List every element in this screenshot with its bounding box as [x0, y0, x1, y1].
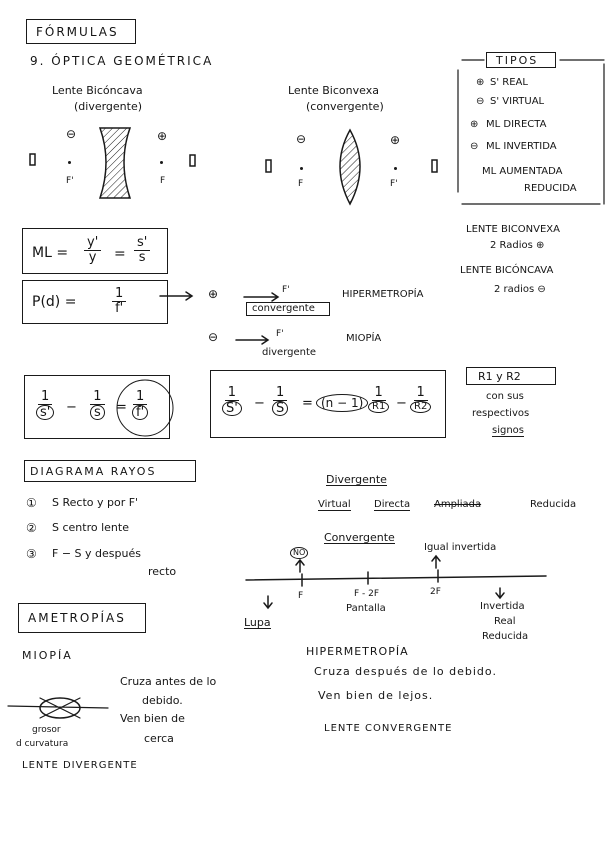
frac-numerator: s' [134, 236, 150, 251]
biconcave-minus-sign: ⊖ [66, 127, 77, 141]
tipo-sign: ⊕ [470, 119, 479, 130]
hipermetropia-text: Cruza después de lo debido. [314, 665, 497, 678]
divergent-image-title: Divergente [326, 473, 387, 486]
power-plus-sign: ⊕ [208, 287, 219, 301]
minus-focus-arrow [236, 336, 268, 344]
biconvex-radios: 2 Radios ⊕ [490, 240, 545, 251]
divergent-virtual: Virtual [318, 499, 351, 510]
miopia-text: Ven bien de [120, 712, 185, 725]
biconcave-right-marker [190, 155, 195, 166]
miopia-lens: LENTE DIVERGENTE [22, 760, 138, 771]
igual-invertida: Igual invertida [424, 542, 497, 553]
biconvex-right-marker [432, 160, 437, 172]
tipos-bracket [458, 60, 604, 204]
section-title: 9. ÓPTICA GEOMÉTRICA [30, 54, 214, 68]
step-number: ③ [26, 547, 37, 561]
frac-numerator: 1 [225, 386, 239, 401]
step-number: ① [26, 496, 37, 510]
miopia-text: debido. [142, 694, 183, 707]
axis-label-f-2f: F - 2F [354, 589, 380, 599]
frac-denominator: s' [36, 405, 54, 421]
frac-numerator: 1 [273, 386, 287, 401]
miopia-text: cerca [144, 732, 174, 745]
radii-note-line: respectivos [472, 408, 530, 419]
ametropias-title: AMETROPÍAS [28, 611, 126, 625]
eye-rays [8, 698, 108, 718]
miopia-power-label: MIOPÍA [346, 333, 382, 344]
equals-sign: = [116, 400, 127, 415]
frac-denominator: R2 [410, 401, 431, 414]
frac-numerator: 1 [38, 390, 52, 405]
power-minus-sign: ⊖ [208, 330, 219, 344]
biconcave-left-marker [30, 154, 35, 165]
invertida-label: Invertida [480, 601, 525, 612]
reducida-label: Reducida [482, 631, 529, 642]
hipermetropia-label: HIPERMETROPÍA [342, 289, 424, 300]
biconcave-plus-sign: ⊕ [157, 129, 168, 143]
tipo-text: ML DIRECTA [486, 119, 547, 130]
pantalla-label: Pantalla [346, 603, 386, 614]
biconcave-name: Lente Bicóncava [52, 84, 143, 97]
radii-note-title: R1 y R2 [478, 370, 521, 383]
step-text: S Recto y por F' [52, 496, 139, 509]
biconcave-radios: 2 radios ⊖ [494, 284, 546, 295]
frac-denominator: f' [132, 405, 148, 421]
biconvex-minus-sign: ⊖ [296, 132, 307, 146]
frac-denominator: y [88, 249, 97, 265]
biconcave-lens-shape [100, 128, 130, 198]
diagram-rays-title: DIAGRAMA RAYOS [30, 465, 157, 478]
refractive-index-term: (n − 1) [316, 394, 368, 412]
biconvex-sub: (convergente) [306, 100, 384, 113]
emphasis-circle [117, 380, 173, 436]
axis-label-2f: 2F [430, 587, 441, 597]
biconcave-radios-title: LENTE BICÓNCAVA [460, 265, 554, 276]
minus-sign: − [66, 400, 77, 415]
eye-note: grosor [32, 725, 61, 735]
power-plus-focus: F' [282, 285, 290, 295]
frac-denominator: S [272, 401, 288, 417]
invertida-arrow [496, 588, 504, 598]
axis-label-f: F [298, 591, 304, 601]
biconvex-left-marker [266, 160, 271, 172]
frac-denominator: s [90, 405, 105, 421]
magnification-label: ML = [32, 245, 69, 261]
divergent-ampliada: Ampliada [434, 499, 482, 510]
convergente-label: convergente [252, 303, 315, 314]
power-arrow [160, 292, 192, 300]
hipermetropia-text: Ven bien de lejos. [318, 689, 434, 702]
frac-numerator: 1 [372, 386, 386, 401]
divergent-reducida: Reducida [530, 499, 577, 510]
plus-focus-arrow [244, 293, 278, 301]
frac-numerator: 1 [133, 390, 147, 405]
eye-note: d curvatura [16, 739, 69, 749]
equals-sign: = [302, 396, 313, 411]
lupa-label: Lupa [244, 616, 271, 629]
frac-denominator: R1 [368, 401, 389, 414]
frac-denominator: S' [222, 401, 242, 417]
minus-sign: − [254, 396, 265, 411]
power-minus-focus: F' [276, 329, 284, 339]
divergente-label: divergente [262, 347, 317, 358]
frac-denominator: s [138, 249, 146, 265]
radii-note-line: signos [492, 425, 525, 436]
tipo-text: ML AUMENTADA [482, 166, 563, 177]
tipo-sign: ⊕ [476, 77, 485, 88]
tipo-sign: ⊖ [476, 96, 485, 107]
biconvex-focus-left: F [298, 179, 304, 189]
hipermetropia-lens: LENTE CONVERGENTE [324, 723, 453, 734]
biconcave-focus-left: F' [66, 176, 74, 186]
miopia-title: MIOPÍA [22, 649, 73, 662]
optical-axis [246, 576, 546, 580]
equals-sign: = [114, 246, 126, 262]
tipos-title: TIPOS [496, 54, 539, 67]
no-image-marker: NO [290, 547, 308, 559]
power-label: P(d) = [32, 294, 77, 310]
biconvex-focus-right: F' [390, 179, 398, 189]
frac-numerator: 1 [112, 287, 126, 302]
biconcave-sub: (divergente) [74, 100, 143, 113]
tipo-text: REDUCIDA [524, 183, 577, 194]
step-text: S centro lente [52, 521, 129, 534]
step-text: F − S y después [52, 547, 141, 560]
radii-note-line: con sus [486, 391, 524, 402]
page-title: FÓRMULAS [36, 25, 119, 39]
convergent-image-title: Convergente [324, 531, 395, 544]
biconvex-lens-shape [340, 130, 360, 204]
biconvex-radios-title: LENTE BICONVEXA [466, 224, 560, 235]
frac-numerator: 1 [90, 390, 104, 405]
no-image-arrow [296, 560, 304, 572]
miopia-text: Cruza antes de lo [120, 675, 217, 688]
hipermetropia-title: HIPERMETROPÍA [306, 645, 409, 658]
tipo-sign: ⊖ [470, 141, 479, 152]
frac-numerator: 1 [414, 386, 428, 401]
biconvex-name: Lente Biconvexa [288, 84, 379, 97]
tipo-text: ML INVERTIDA [486, 141, 557, 152]
step-text-continued: recto [148, 565, 177, 578]
minus-sign: − [396, 396, 407, 411]
biconcave-focus-right: F [160, 176, 166, 186]
divergent-directa: Directa [374, 499, 411, 510]
frac-numerator: y' [84, 236, 101, 251]
step-number: ② [26, 521, 37, 535]
frac-denominator: f' [115, 300, 124, 316]
tipo-text: S' VIRTUAL [490, 96, 545, 107]
tipo-text: S' REAL [490, 77, 528, 88]
igual-arrow [432, 556, 440, 568]
lupa-arrow [264, 596, 272, 608]
real-label: Real [494, 616, 516, 627]
biconvex-plus-sign: ⊕ [390, 133, 401, 147]
